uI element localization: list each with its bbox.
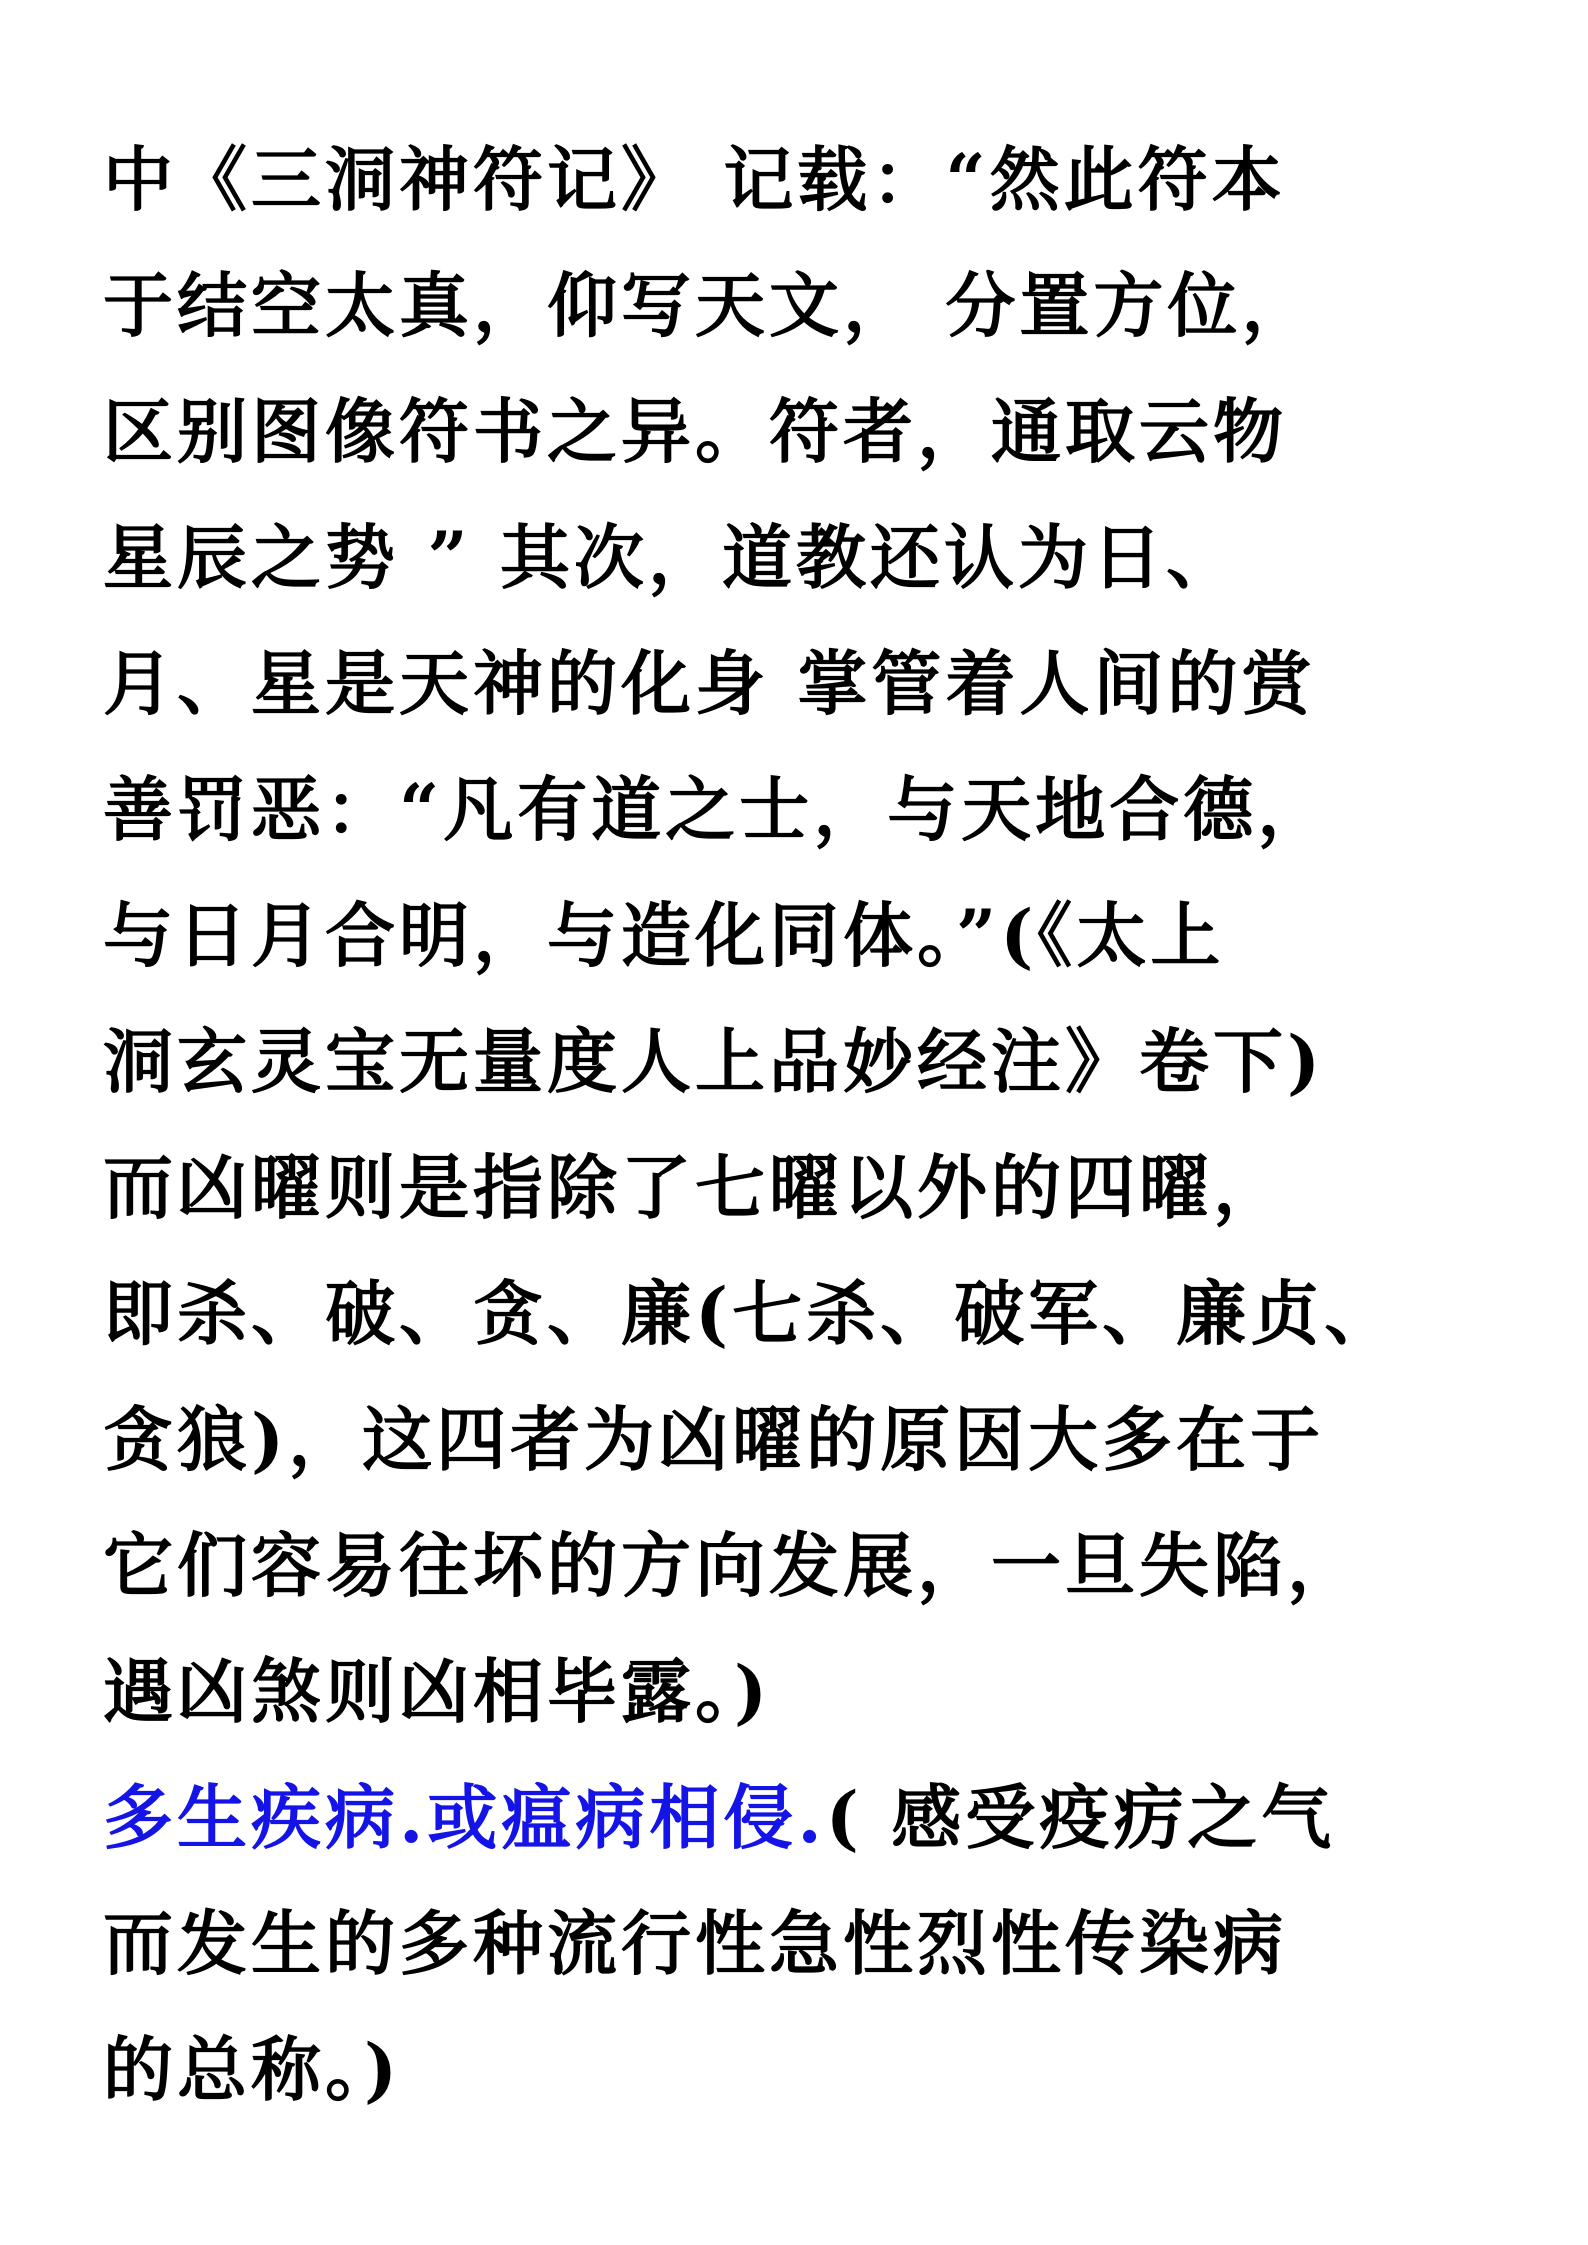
text-line: 而凶曜则是指除了七曜以外的四曜，	[103, 1146, 1287, 1229]
text-line: 即杀、破、贪、廉(七杀、破军、廉贞、	[103, 1272, 1399, 1355]
body-text	[103, 117, 1503, 2133]
text-line: 中《三洞神符记》 记载：“然此符本	[103, 138, 1286, 221]
annotation-phrase: ( 感受疫疠之气	[825, 1776, 1336, 1859]
highlighted-phrase: 多生疾病.或瘟病相侵.	[103, 1776, 826, 1859]
text-line: 月、星是天神的化身 掌管着人间的赏	[103, 642, 1316, 725]
text-line: 区别图像符书之异。符者，通取云物	[103, 390, 1287, 473]
text-line: 它们容易往坏的方向发展，一旦失陷，	[103, 1524, 1361, 1607]
text-line: 洞玄灵宝无量度人上品妙经注》卷下)	[103, 1020, 1325, 1103]
text-line: 与日月合明，与造化同体。”(《太上	[103, 894, 1225, 977]
text-line: 于结空太真，仰写天文， 分置方位，	[103, 264, 1316, 347]
text-line: 贪狼)，这四者为凶曜的原因大多在于	[103, 1398, 1325, 1481]
text-line: 的总称。)	[103, 2028, 402, 2111]
text-line: 遇凶煞则凶相毕露。)	[103, 1650, 772, 1733]
text-line: 星辰之势 ” 其次，道教还认为日、	[103, 516, 1241, 599]
text-line: 而发生的多种流行性急性烈性传染病	[103, 1902, 1287, 1985]
text-line: 善罚恶：“凡有道之士，与天地合德，	[103, 768, 1332, 851]
highlight-text-line	[103, 1755, 1503, 1881]
